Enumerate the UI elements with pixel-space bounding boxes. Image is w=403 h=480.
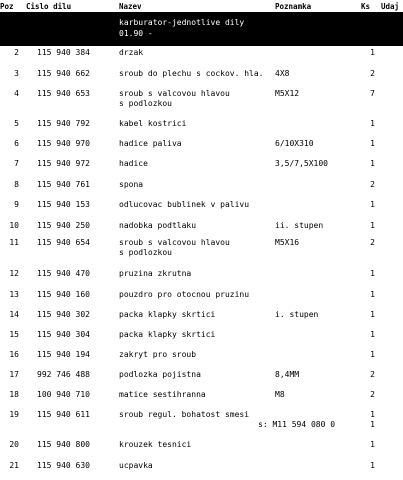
row-name: sroub regul. bohatost smesi bbox=[119, 410, 250, 419]
row-part-number: 115 940 250 bbox=[37, 221, 90, 230]
row-name: krouzek tesnici bbox=[119, 440, 192, 449]
row-qty: 1 bbox=[370, 290, 375, 299]
row-part-number: 115 940 153 bbox=[37, 200, 90, 209]
row-poz: 21 bbox=[9, 461, 19, 470]
row-name: spona bbox=[119, 180, 144, 189]
row-qty: 1 bbox=[370, 310, 375, 319]
row-name: odlucovac bublinek v palivu bbox=[119, 200, 250, 209]
row-name: sroub s valcovou hlavou bbox=[119, 238, 230, 247]
col-ks: Ks bbox=[361, 2, 371, 11]
row-part-number: 115 940 800 bbox=[37, 440, 90, 449]
row-qty: 1 bbox=[370, 119, 375, 128]
row-part-number: 115 940 470 bbox=[37, 269, 90, 278]
row-name: drzak bbox=[119, 48, 144, 57]
row-poz: 15 bbox=[9, 330, 19, 339]
row-note: ii. stupen bbox=[275, 221, 324, 230]
section-date: 01.90 - bbox=[119, 29, 153, 38]
row-part-number: 115 940 160 bbox=[37, 290, 90, 299]
row-qty: 1 bbox=[370, 221, 375, 230]
row-part-number: 115 940 194 bbox=[37, 350, 90, 359]
row-note: 4X8 bbox=[275, 69, 290, 78]
row-qty-line2: 1 bbox=[370, 420, 375, 429]
row-poz: 6 bbox=[14, 139, 19, 148]
row-part-number: 115 940 654 bbox=[37, 238, 90, 247]
row-qty: 1 bbox=[370, 461, 375, 470]
row-poz: 7 bbox=[14, 159, 19, 168]
row-qty: 1 bbox=[370, 330, 375, 339]
row-part-number: 115 940 304 bbox=[37, 330, 90, 339]
row-name: sroub do plechu s cockov. hla. bbox=[119, 69, 264, 78]
row-part-number: 115 940 972 bbox=[37, 159, 90, 168]
row-name: kabel kostrici bbox=[119, 119, 187, 128]
row-qty: 2 bbox=[370, 180, 375, 189]
row-name: hadice bbox=[119, 159, 148, 168]
row-part-number: 115 940 970 bbox=[37, 139, 90, 148]
row-note: M5X16 bbox=[275, 238, 300, 247]
row-name: packa klapky skrtici bbox=[119, 330, 216, 339]
row-qty: 2 bbox=[370, 69, 375, 78]
row-poz: 12 bbox=[9, 269, 19, 278]
row-part-number: 115 940 302 bbox=[37, 310, 90, 319]
row-poz: 16 bbox=[9, 350, 19, 359]
row-poz: 2 bbox=[14, 48, 19, 57]
row-part-number: 115 940 792 bbox=[37, 119, 90, 128]
column-header bbox=[0, 0, 403, 12]
row-name: matice sestihranna bbox=[119, 390, 206, 399]
row-name: ucpavka bbox=[119, 461, 153, 470]
row-part-number: 115 940 761 bbox=[37, 180, 90, 189]
col-udaj: Udaj bbox=[381, 2, 400, 11]
row-qty: 2 bbox=[370, 370, 375, 379]
row-note: M8 bbox=[275, 390, 285, 399]
section-header bbox=[0, 12, 403, 46]
row-part-number: 100 940 710 bbox=[37, 390, 90, 399]
row-name: packa klapky skrtici bbox=[119, 310, 216, 319]
row-part-number: 115 940 653 bbox=[37, 89, 90, 98]
row-part-number: 992 746 488 bbox=[37, 370, 90, 379]
row-name: nadobka podtlaku bbox=[119, 221, 197, 230]
row-qty: 2 bbox=[370, 238, 375, 247]
row-poz: 14 bbox=[9, 310, 19, 319]
row-poz: 5 bbox=[14, 119, 19, 128]
row-poz: 17 bbox=[9, 370, 19, 379]
row-qty: 1 bbox=[370, 410, 375, 419]
row-poz: 9 bbox=[14, 200, 19, 209]
row-poz: 11 bbox=[9, 238, 19, 247]
col-cislo: Cislo dilu bbox=[26, 2, 72, 11]
row-poz: 4 bbox=[14, 89, 19, 98]
row-qty: 7 bbox=[370, 89, 375, 98]
row-note: M5X12 bbox=[275, 89, 300, 98]
col-poz: Poz bbox=[0, 2, 14, 11]
row-qty: 1 bbox=[370, 159, 375, 168]
row-poz: 13 bbox=[9, 290, 19, 299]
section-title: karburator-jednotlive dily bbox=[119, 18, 245, 27]
col-poznamka: Poznamka bbox=[275, 2, 312, 11]
row-note: i. stupen bbox=[275, 310, 319, 319]
row-part-number: 115 940 611 bbox=[37, 410, 90, 419]
row-poz: 8 bbox=[14, 180, 19, 189]
row-poz: 19 bbox=[9, 410, 19, 419]
row-qty: 1 bbox=[370, 350, 375, 359]
row-name-line2: s: M11 594 080 0 bbox=[258, 420, 336, 429]
row-name-line2: s podlozkou bbox=[119, 99, 172, 108]
row-name: hadice paliva bbox=[119, 139, 182, 148]
row-poz: 20 bbox=[9, 440, 19, 449]
row-name: pouzdro pro otocnou pruzinu bbox=[119, 290, 250, 299]
col-nazev: Nazev bbox=[119, 2, 142, 11]
row-part-number: 115 940 662 bbox=[37, 69, 90, 78]
row-name: sroub s valcovou hlavou bbox=[119, 89, 230, 98]
row-qty: 1 bbox=[370, 200, 375, 209]
row-note: 3,5/7,5X100 bbox=[275, 159, 328, 168]
row-part-number: 115 940 384 bbox=[37, 48, 90, 57]
row-poz: 3 bbox=[14, 69, 19, 78]
row-name: podlozka pojistna bbox=[119, 370, 201, 379]
row-note: 8,4MM bbox=[275, 370, 300, 379]
row-qty: 1 bbox=[370, 48, 375, 57]
row-note: 6/10X310 bbox=[275, 139, 314, 148]
row-name: pruzina zkrutna bbox=[119, 269, 192, 278]
row-qty: 2 bbox=[370, 390, 375, 399]
row-qty: 1 bbox=[370, 440, 375, 449]
row-name-line2: s podlozkou bbox=[119, 248, 172, 257]
row-poz: 18 bbox=[9, 390, 19, 399]
row-name: zakryt pro sroub bbox=[119, 350, 197, 359]
row-qty: 1 bbox=[370, 269, 375, 278]
row-poz: 10 bbox=[9, 221, 19, 230]
row-qty: 1 bbox=[370, 139, 375, 148]
row-part-number: 115 940 630 bbox=[37, 461, 90, 470]
